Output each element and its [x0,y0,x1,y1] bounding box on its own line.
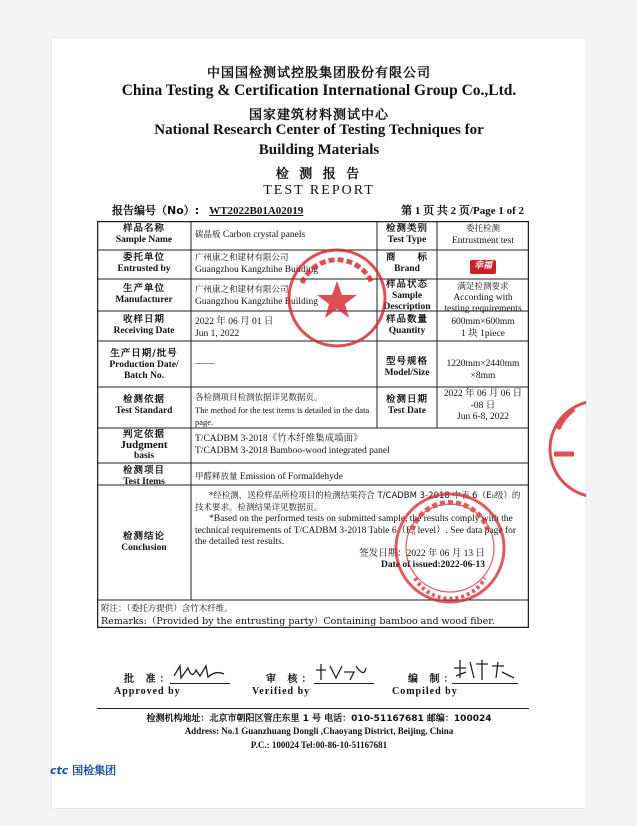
label-model-size: 型号规格 Model/Size [384,356,430,378]
label-test-date: 检测日期 Test Date [385,394,428,416]
report-title-cn: 检 测 报 告 [275,167,363,182]
approved-label-cn: 批 准： [124,674,174,685]
label-quantity: 样品数量 Quantity [385,314,428,336]
value-receiving-date: 2022 年 06 月 01 日 Jun 1, 2022 [195,317,274,339]
address-cn: 检测机构地址：北京市朝阳区管庄东里 1 号 电话：010-51167681 邮编：100024 [146,714,492,724]
label-judgment-basis: 判定依据 Judgment basis [120,429,168,461]
center-name-cn: 国家建筑材料测试中心 [248,108,389,123]
compiled-label-cn: 编 制： [408,674,458,685]
value-conclusion: *经检测，送检样品所检项目的检测结果符合 T/CADBM 3-2018 中表 6（E₀级）的技术要求。检测结果详见数据页。 *Based on the performed tests on submitted sample, the results comply with the technical requirements of T/CADBM 3-2018 Table 6（E₀ level）. See data page for the detailed test results. 签发日期：2022 年 06 月 13 日 Date of issued:2022-06-13 [191,488,529,575]
compiled-label-en: Compiled by [392,686,458,697]
company-red-stamp [282,243,392,353]
label-conclusion: 检测结论 Conclusion [121,531,167,553]
postcode-tel: P.C.: 100024 Tel:00-86-10-51167681 [250,740,388,750]
issue-date-en: Date of issued:2022-06-13 [381,560,485,570]
report-number-label: 报告编号（No）: [112,204,200,217]
cctc-logo: ctc 国检集团 [50,764,117,777]
value-manufacturer: 广州康之和建材有限公司 Guangzhou Kangzhihe Building [195,285,318,307]
report-number [112,202,307,218]
label-manufacturer: 生产单位 Manufacturer [115,283,173,305]
center-name-en-line1: National Research Center of Testing Techniques for [154,122,484,138]
verified-label-cn: 审 核： [266,674,316,685]
remarks-en: Remarks:（Provided by the entrusting party）Containing bamboo and wood fiber. [101,616,495,627]
brand-logo: 幸福 [470,260,496,274]
value-test-items: 甲醛释放量 Emission of Formaldehyde [195,472,343,482]
label-production-date: 生产日期/批号 Production Date/ Batch No. [109,348,179,381]
value-judgment-basis: T/CADBM 3-2018《竹木纤维集成墙面》 T/CADBM 3-2018 Bamboo-wood integrated panel [195,434,390,456]
value-sample-description: 满足检测要求 According with testing requirements [444,282,522,314]
value-test-date: 2022 年 06 月 06 日 -08 日 Jun 6-8, 2022 [443,389,523,422]
value-brand [437,257,529,277]
remarks-cn: 附注：（委托方提供）含竹木纤维。 [101,604,233,614]
label-receiving-date: 收样日期 Receiving Date [113,314,175,336]
report-page [52,38,586,808]
label-sample-name: 样品名称 Sample Name [115,223,173,245]
issue-date-cn: 签发日期：2022 年 06 月 13 日 [359,548,485,559]
page-indicator: 第 1 页 共 2 页/Page 1 of 2 [401,205,524,217]
label-test-standard: 检测依据 Test Standard [115,394,173,416]
value-entrusted-by: 广州康之和建材有限公司 Guangzhou Kangzhihe Building [195,253,318,275]
label-test-type: 检测类别 Test Type [385,223,428,245]
address-divider [97,708,529,709]
org-name-en: China Testing & Certification International Group Co.,Ltd. [121,82,517,99]
label-sample-description: 样品状态 Sample Description [383,279,431,312]
compiler-signature [452,658,522,682]
value-quantity: 600mm×600mm 1 块 1piece [451,317,515,339]
label-test-items: 检测项目 Test Items [122,465,165,487]
org-name-cn: 中国国检测试控股集团股份有限公司 [206,66,431,81]
center-name-en-line2: Building Materials [258,142,380,158]
approver-signature [172,662,227,682]
verifier-signature [314,662,369,682]
report-number-value: WT2022B01A02019 [209,205,304,217]
label-brand: 商 标 Brand [385,252,428,274]
seam-red-stamp [544,394,586,504]
address-en: Address: No.1 Guanzhuang Dongli ,Chaoyang District, Beijing, China [184,726,454,736]
report-title-en: TEST REPORT [263,183,375,198]
value-test-standard: 各检测项目检测依据详见数据页。 The method for the test items is detailed in the data page. [195,393,370,427]
value-test-type: 委托检测 Entrustment test [451,224,514,246]
value-sample-name: 碳晶板 Carbon crystal panels [195,230,306,240]
approved-label-en: Approved by [114,686,181,697]
value-model-size: 1220mm×2440mm ×8mm [446,359,520,381]
label-entrusted-by: 委托单位 Entrusted by [117,252,171,274]
verified-label-en: Verified by [252,686,311,697]
testing-center-red-stamp [390,488,510,608]
value-production-date: —— [195,359,214,369]
